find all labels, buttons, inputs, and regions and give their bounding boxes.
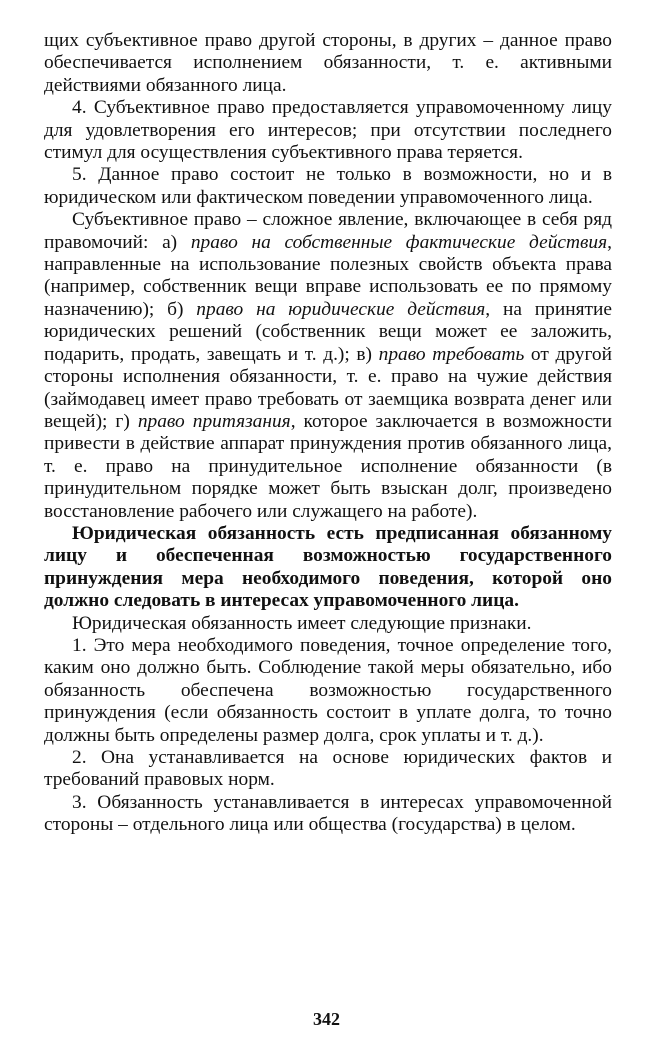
paragraph-obligation-signs-intro: Юридическая обязанность имеет следующие признаки. xyxy=(72,612,532,634)
paragraph-sign-4: 4. Субъективное право предоставляется управомоченному лицу для удовлетворения его интересов; при отсутствии последнего стимул для осуществления субъективного права теряется. xyxy=(44,97,612,164)
paragraph-obligation-sign-1: 1. Это мера необходимого поведения, точное определение того, каким оно должно быть. Соблюдение такой меры обязательно, ибо обязанность обеспечена возможностью государственного принуждения (если обязанность состоит в уплате долга, то точно должны быть определены размер долга, срок уплаты и т. д.). xyxy=(44,634,612,746)
paragraph-subjective-right-powers: Субъективное право – сложное явление, включающее в себя ряд правомочий: а) право на собственные фактические действия, направленные на использование полезных свойств объекта права (например, собственник вещи вправе использовать ее по прямому назначению); б) право на юридические действия, на принятие юридических решений (собственник вещи может ее заложить, подарить, продать, завещать и т. д.); в) право требовать от другой стороны исполнения обязанности, т. е. право на чужие действия (займодавец имеет право требовать от заемщика возврата денег или вещей); г) право притязания, которое заключается в возможности привести в действие аппарат принуждения против обязанного лица, т. е. право на принудительное исполнение обязанности (в принудительном порядке может быть взыскан долг, произведено восстановление рабочего или служащего на работе). xyxy=(44,209,613,522)
paragraph-continuation: щих субъективное право другой стороны, в других – данное право обеспечивается исполнением обязанности, т. е. активными действиями обязанного лица. xyxy=(44,30,612,96)
page-number: 342 xyxy=(313,1009,340,1029)
italic-term: право притязания xyxy=(137,410,291,432)
paragraph-sign-5: 5. Данное право состоит не только в возможности, но и в юридическом или фактическом поведении управомоченного лица. xyxy=(44,164,612,208)
italic-term: право на юридические действия xyxy=(196,298,486,320)
italic-term: право требовать xyxy=(378,343,525,365)
page-body xyxy=(44,30,612,837)
italic-term: право на собственные фактические действия xyxy=(190,231,608,253)
paragraph-obligation-sign-3: 3. Обязанность устанавливается в интересах управомоченной стороны – отдельного лица или общества (государства) в целом. xyxy=(44,791,612,836)
definition-legal-obligation: Юридическая обязанность есть предписанная обязанному лицу и обеспеченная возможностью государственного принуждения мера необходимого поведения, которой оно должно следовать в интересах управомоченного лица. xyxy=(44,522,612,612)
paragraph-obligation-sign-2: 2. Она устанавливается на основе юридических фактов и требований правовых норм. xyxy=(44,747,612,791)
